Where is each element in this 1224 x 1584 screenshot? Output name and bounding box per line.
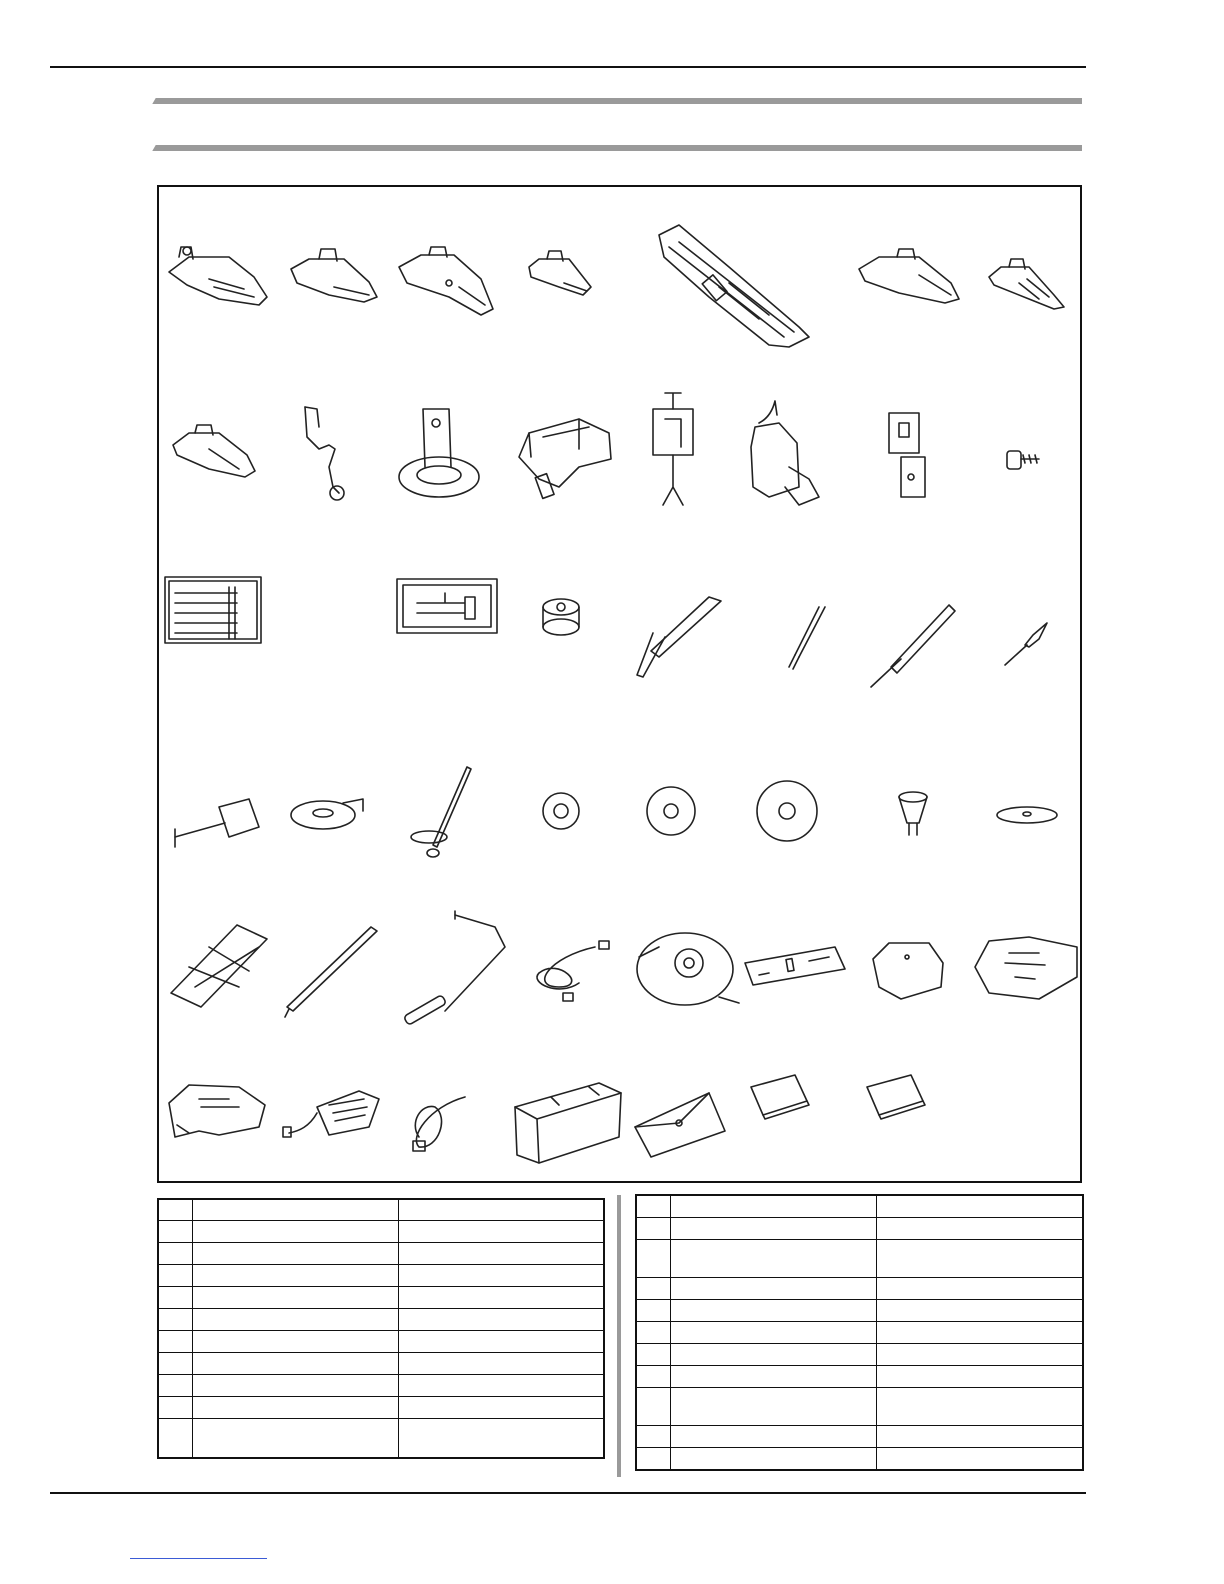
screwdriver-icon bbox=[1005, 623, 1047, 665]
table-row bbox=[158, 1396, 604, 1418]
table-separator bbox=[617, 1195, 621, 1477]
accessory-bag-icon bbox=[635, 1093, 725, 1157]
foot-controller-icon bbox=[283, 1091, 379, 1137]
open-toe-foot-icon bbox=[173, 425, 255, 477]
blind-stitch-foot-icon bbox=[859, 249, 959, 303]
table-row bbox=[636, 1239, 1083, 1277]
quick-reference-icon bbox=[867, 1075, 925, 1119]
bobbin-cover-guide-icon bbox=[975, 937, 1077, 999]
table-row bbox=[158, 1308, 604, 1330]
table-row bbox=[636, 1299, 1083, 1321]
table-row bbox=[158, 1199, 604, 1220]
table-row bbox=[158, 1220, 604, 1242]
zigzag-foot-icon bbox=[169, 247, 267, 305]
table-row bbox=[158, 1352, 604, 1374]
zipper-foot-icon bbox=[529, 251, 591, 295]
seam-ripper-icon bbox=[637, 597, 721, 677]
spool-insert-icon bbox=[899, 792, 927, 835]
table-row bbox=[636, 1277, 1083, 1299]
table-row bbox=[158, 1330, 604, 1352]
spool-cap-medium-icon bbox=[647, 787, 695, 835]
walking-foot-icon bbox=[519, 419, 611, 498]
bottom-rule bbox=[50, 1492, 1086, 1494]
circular-attachment-icon bbox=[399, 409, 479, 497]
table-row bbox=[158, 1418, 604, 1458]
screw-icon bbox=[1007, 451, 1039, 469]
darning-foot-icon bbox=[653, 393, 693, 505]
dust-cover-icon bbox=[515, 1083, 621, 1163]
accessories-figure bbox=[157, 185, 1082, 1183]
spool-pin-icon bbox=[411, 767, 471, 857]
eyelet-punch-icon bbox=[871, 605, 955, 687]
spool-net-icon bbox=[171, 925, 267, 1007]
side-cutter-icon bbox=[751, 401, 819, 505]
adapter-icon bbox=[889, 413, 925, 497]
top-rule bbox=[50, 66, 1086, 68]
table-row bbox=[636, 1321, 1083, 1343]
footer-link-underline[interactable] bbox=[130, 1558, 267, 1559]
table-row bbox=[636, 1426, 1083, 1448]
touch-pen-icon bbox=[285, 927, 377, 1017]
button-fitting-foot-icon bbox=[989, 259, 1064, 309]
monogramming-foot-icon bbox=[399, 247, 493, 315]
table-row bbox=[158, 1374, 604, 1396]
overcasting-foot-icon bbox=[291, 249, 377, 302]
power-cord-icon bbox=[413, 1097, 465, 1151]
spool-felt-icon bbox=[291, 799, 363, 829]
bobbin-case-icon bbox=[637, 933, 739, 1005]
quilting-foot-icon bbox=[305, 407, 344, 500]
buttonhole-foot-icon bbox=[659, 225, 809, 347]
spool-net-washer-icon bbox=[997, 807, 1057, 823]
bobbin-icon bbox=[543, 599, 579, 635]
disc-screwdriver-icon bbox=[175, 799, 259, 847]
cleaning-brush-icon bbox=[789, 607, 825, 669]
parts-table-right bbox=[635, 1194, 1084, 1471]
table-row bbox=[636, 1217, 1083, 1239]
table-row bbox=[636, 1344, 1083, 1366]
bobbin-cover-icon bbox=[873, 943, 943, 999]
table-row bbox=[158, 1242, 604, 1264]
knee-lifter-icon bbox=[403, 911, 505, 1025]
table-row bbox=[158, 1264, 604, 1286]
table-row bbox=[636, 1448, 1083, 1470]
straight-stitch-plate-icon bbox=[745, 947, 845, 985]
table-row bbox=[636, 1388, 1083, 1426]
spool-cap-small-icon bbox=[543, 793, 579, 829]
parts-table-left bbox=[157, 1198, 605, 1459]
needle-set-icon bbox=[165, 577, 261, 643]
title-band-top bbox=[157, 98, 1082, 104]
table-row bbox=[636, 1366, 1083, 1388]
spool-cap-large-icon bbox=[757, 781, 817, 841]
table-row bbox=[636, 1195, 1083, 1217]
table-row bbox=[158, 1286, 604, 1308]
flat-bed-cover-icon bbox=[169, 1085, 265, 1137]
twin-needle-icon bbox=[397, 579, 497, 633]
usb-cable-icon bbox=[537, 941, 609, 1001]
operation-manual-icon bbox=[751, 1075, 809, 1119]
title-band-bottom bbox=[157, 145, 1082, 151]
